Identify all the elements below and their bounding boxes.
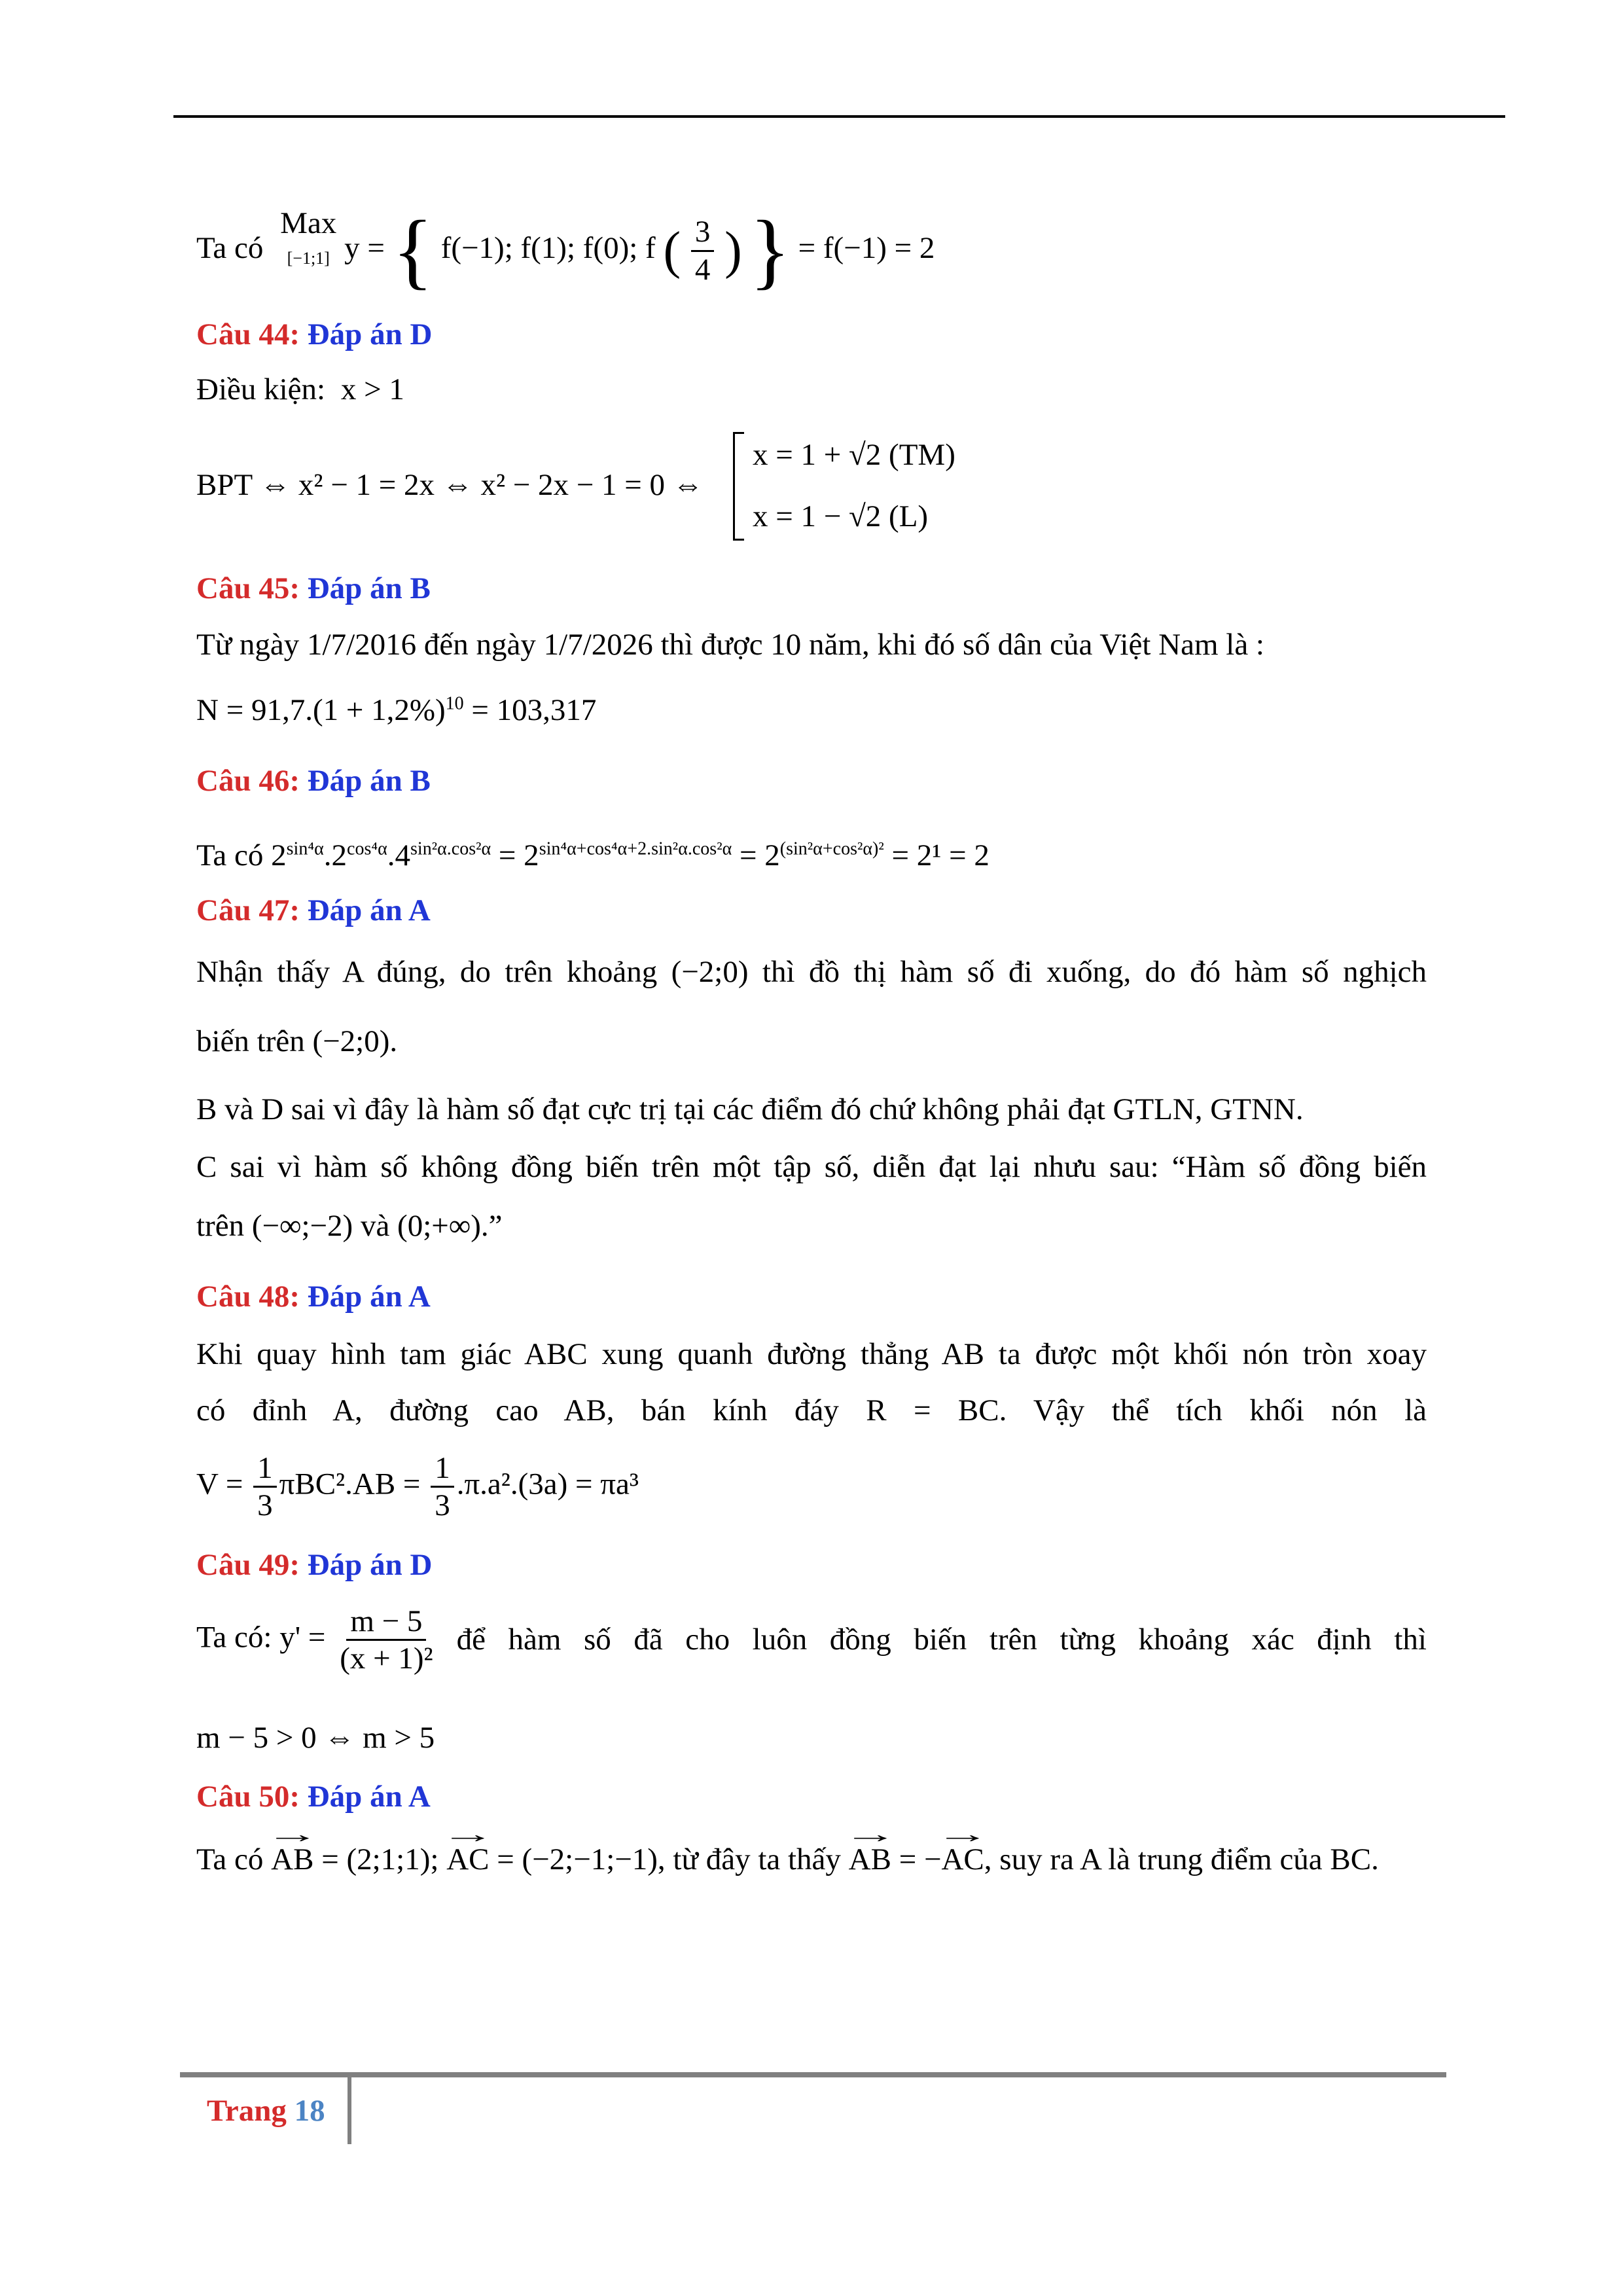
volume-mid: πBC².AB = bbox=[279, 1467, 421, 1501]
right-paren: ) bbox=[724, 222, 742, 279]
q50-suffix: , suy ra A là trung điểm của BC. bbox=[984, 1842, 1379, 1876]
q47-line-1: Nhận thấy A đúng, do trên khoảng (−2;0) thì đồ thị hàm số đi xuống, do đó hàm số nghịch bbox=[196, 955, 1427, 989]
fraction-1-3-a bbox=[253, 1450, 277, 1523]
q46-expr bbox=[196, 840, 990, 871]
q46-heading bbox=[196, 763, 431, 798]
q47-line-4: C sai vì hàm số không đồng biến trên một tập số, diễn đạt lại nhưu sau: “Hàm số đồng biến bbox=[196, 1150, 1427, 1184]
formula-left: N = 91,7.(1 + 1,2%) bbox=[196, 693, 446, 727]
eq1-base: = 2 bbox=[498, 838, 539, 872]
q45-formula bbox=[196, 695, 596, 726]
solution-bracket bbox=[733, 432, 744, 541]
term3-base: .4 bbox=[387, 838, 411, 872]
max-line bbox=[196, 204, 935, 298]
fraction-denominator: (x + 1)² bbox=[340, 1641, 433, 1676]
condition-expr: x > 1 bbox=[340, 372, 404, 406]
formula-right: = 103,317 bbox=[471, 693, 597, 727]
max-subscript: [−1;1] bbox=[287, 249, 330, 268]
q48-line-2: có đỉnh A, đường cao AB, bán kính đáy R = BC. Vậy thể tích khối nón là bbox=[196, 1393, 1427, 1427]
derivative-prefix: Ta có: y' = bbox=[196, 1620, 326, 1655]
q44-solution-1: x = 1 + √2 (TM) bbox=[753, 438, 955, 472]
condition-label: Điều kiện: bbox=[196, 372, 326, 406]
q48-heading bbox=[196, 1279, 431, 1314]
q46-answer: Đáp án B bbox=[307, 764, 431, 798]
fraction-numerator: 1 bbox=[253, 1450, 277, 1488]
left-brace: { bbox=[392, 204, 433, 298]
footer-rule bbox=[180, 2072, 1446, 2077]
max-operator bbox=[280, 208, 336, 270]
q45-label: Câu 45: bbox=[196, 571, 300, 605]
page-label: Trang bbox=[207, 2094, 287, 2128]
q47-line-2: biến trên (−2;0). bbox=[196, 1024, 398, 1058]
fraction-numerator: 1 bbox=[431, 1450, 454, 1488]
fraction-numerator: 3 bbox=[691, 214, 715, 251]
q49-result: m − 5 > 0 ⇔ m > 5 bbox=[196, 1721, 435, 1755]
vector-ac-2: → AC bbox=[941, 1844, 984, 1875]
left-paren: ( bbox=[663, 222, 681, 279]
q44-condition bbox=[196, 374, 404, 405]
q45-answer: Đáp án B bbox=[307, 571, 431, 605]
fraction-denominator: 4 bbox=[694, 252, 711, 287]
q44-label: Câu 44: bbox=[196, 317, 300, 351]
vector-ab-2: → AB bbox=[849, 1844, 891, 1875]
fraction-numerator: m − 5 bbox=[346, 1604, 426, 1641]
q49-heading bbox=[196, 1547, 432, 1583]
vector-ab-value: = (2;1;1); bbox=[321, 1842, 439, 1876]
term2-exp: cos⁴α bbox=[347, 838, 387, 859]
page-number: 18 bbox=[294, 2094, 325, 2128]
q47-line-3: B và D sai vì đây là hàm số đạt cực trị tại các điểm đó chứ không phải đạt GTLN, GTNN. bbox=[196, 1092, 1304, 1126]
eq2-base: = 2 bbox=[740, 838, 780, 872]
q50-text bbox=[196, 1844, 1379, 1875]
volume-right: .π.a².(3a) = πa³ bbox=[456, 1467, 639, 1501]
q44-heading bbox=[196, 317, 432, 352]
fraction-denominator: 3 bbox=[257, 1488, 273, 1523]
fraction-1-3-b bbox=[431, 1450, 454, 1523]
eq1-exp: sin⁴α+cos⁴α+2.sin²α.cos²α bbox=[539, 838, 732, 859]
q45-text: Từ ngày 1/7/2016 đến ngày 1/7/2026 thì được 10 năm, khi đó số dân của Việt Nam là : bbox=[196, 628, 1264, 662]
q44-solution-2: x = 1 − √2 (L) bbox=[753, 499, 929, 533]
q48-volume bbox=[196, 1450, 639, 1523]
term2-base: .2 bbox=[323, 838, 348, 872]
q50-prefix: Ta có bbox=[196, 1842, 264, 1876]
fraction-denominator: 3 bbox=[435, 1488, 450, 1523]
max-word: Max bbox=[280, 206, 337, 240]
volume-left: V = bbox=[196, 1467, 243, 1501]
term1-exp: sin⁴α bbox=[286, 838, 324, 859]
q49-answer: Đáp án D bbox=[307, 1548, 433, 1582]
q48-label: Câu 48: bbox=[196, 1280, 300, 1314]
page-footer bbox=[207, 2093, 325, 2128]
derivative-fraction bbox=[336, 1604, 437, 1676]
q47-line-5: trên (−∞;−2) và (0;+∞).” bbox=[196, 1209, 503, 1243]
formula-exponent: 10 bbox=[445, 693, 464, 714]
header-rule bbox=[173, 115, 1505, 118]
vector-ac-value: = (−2;−1;−1), từ đây ta thấy bbox=[497, 1842, 841, 1876]
derivative-suffix: để hàm số đã cho luôn đồng biến trên từng khoảng xác định thì bbox=[456, 1623, 1427, 1657]
q45-heading bbox=[196, 571, 431, 606]
max-lhs: y = bbox=[344, 230, 385, 265]
q50-label: Câu 50: bbox=[196, 1780, 300, 1814]
q49-label: Câu 49: bbox=[196, 1548, 300, 1582]
equals-negative: = − bbox=[899, 1842, 942, 1876]
bpt-expr: BPT ⇔ x² − 1 = 2x ⇔ x² − 2x − 1 = 0 ⇔ bbox=[196, 468, 704, 502]
q47-heading bbox=[196, 893, 431, 928]
fraction-3-4 bbox=[691, 214, 715, 287]
q47-answer: Đáp án A bbox=[307, 893, 431, 927]
derivative-expr bbox=[196, 1604, 440, 1676]
q44-answer: Đáp án D bbox=[307, 317, 433, 351]
q48-answer: Đáp án A bbox=[307, 1280, 431, 1314]
q49-derivative bbox=[196, 1604, 1427, 1676]
eq2-exp: (sin²α+cos²α)² bbox=[779, 838, 884, 859]
q47-label: Câu 47: bbox=[196, 893, 300, 927]
right-brace: } bbox=[749, 204, 791, 298]
max-rhs: = f(−1) = 2 bbox=[798, 230, 935, 265]
vector-ab: → AB bbox=[271, 1844, 313, 1875]
q48-line-1: Khi quay hình tam giác ABC xung quanh đường thẳng AB ta được một khối nón tròn xoay bbox=[196, 1337, 1427, 1371]
term3-exp: sin²α.cos²α bbox=[410, 838, 491, 859]
eq3: = 2¹ = 2 bbox=[891, 838, 990, 872]
q44-bpt bbox=[196, 470, 704, 501]
vector-ac: → AC bbox=[446, 1844, 489, 1875]
q50-heading bbox=[196, 1779, 431, 1814]
term1-base: 2 bbox=[271, 838, 287, 872]
q50-answer: Đáp án A bbox=[307, 1780, 431, 1814]
max-prefix: Ta có bbox=[196, 230, 264, 265]
max-set-items: f(−1); f(1); f(0); f bbox=[440, 230, 656, 265]
q46-prefix: Ta có bbox=[196, 838, 264, 872]
q46-label: Câu 46: bbox=[196, 764, 300, 798]
footer-divider bbox=[348, 2072, 351, 2144]
